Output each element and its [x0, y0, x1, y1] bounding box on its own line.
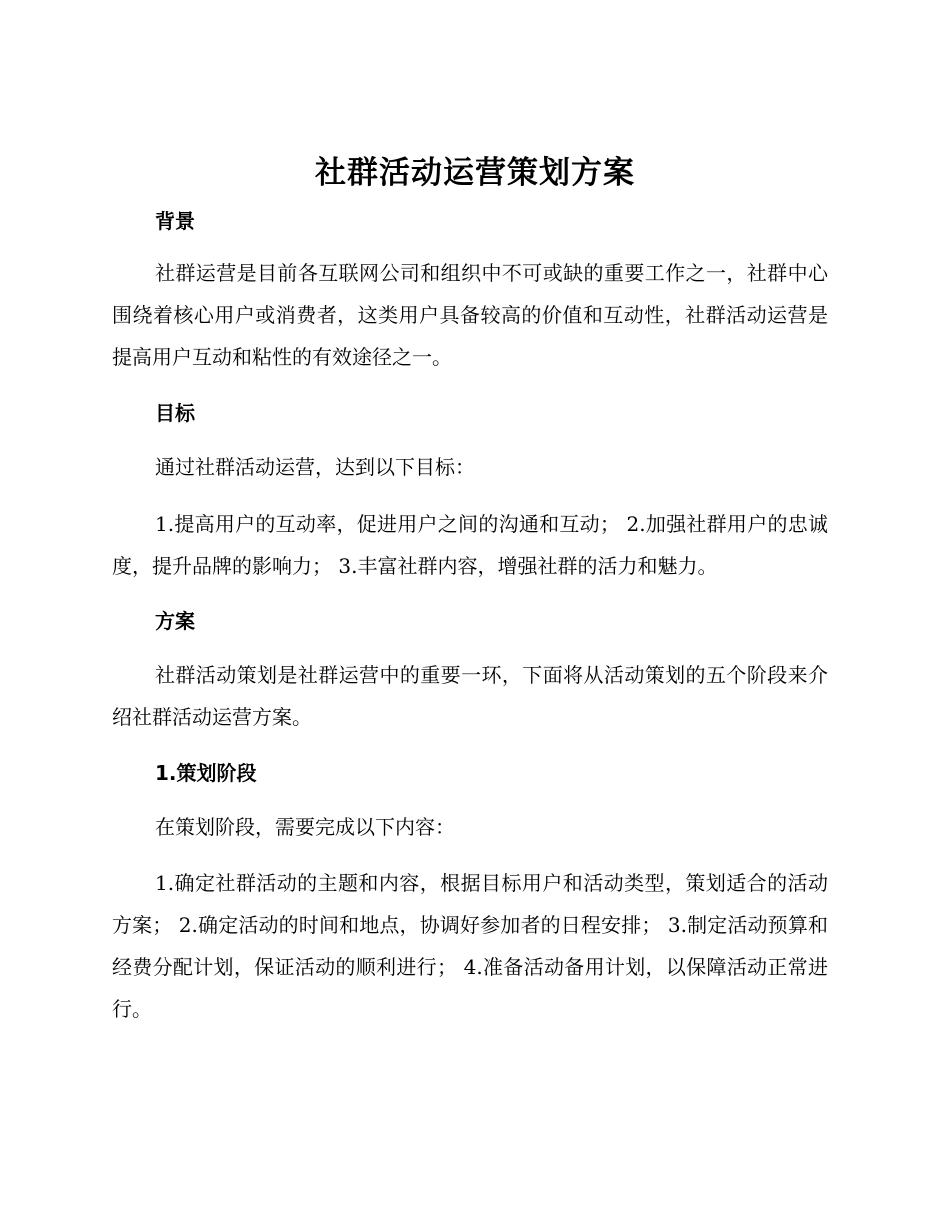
goals-list-paragraph: 1.提高用户的互动率，促进用户之间的沟通和互动； 2.加强社群用户的忠诚度，提升品牌的影响力； 3.丰富社群内容，增强社群的活力和魅力。 [112, 512, 828, 578]
background-paragraph: 社群运营是目前各互联网公司和组织中不可或缺的重要工作之一，社群中心围绕着核心用户或消费者，这类用户具备较高的价值和互动性，社群活动运营是提高用户互动和粘性的有效途径之一。 [112, 261, 828, 369]
section-heading-planning-stage: 1.策划阶段 [155, 761, 257, 785]
goals-intro-paragraph: 通过社群活动运营，达到以下目标： [155, 455, 475, 479]
section-heading-background: 背景 [155, 209, 195, 233]
section-heading-plan: 方案 [155, 609, 195, 633]
planning-stage-list-paragraph: 1.确定社群活动的主题和内容，根据目标用户和活动类型，策划适合的活动方案； 2.确定活动的时间和地点，协调好参加者的日程安排； 3.制定活动预算和经费分配计划，保证活动的顺利进行； 4.准备活动备用计划，以保障活动正常进行。 [112, 871, 828, 1021]
document-title: 社群活动运营策划方案 [315, 155, 635, 191]
plan-paragraph: 社群活动策划是社群运营中的重要一环，下面将从活动策划的五个阶段来介绍社群活动运营方案。 [112, 663, 828, 729]
planning-stage-intro-paragraph: 在策划阶段，需要完成以下内容： [155, 815, 455, 839]
section-heading-goals: 目标 [155, 401, 195, 425]
